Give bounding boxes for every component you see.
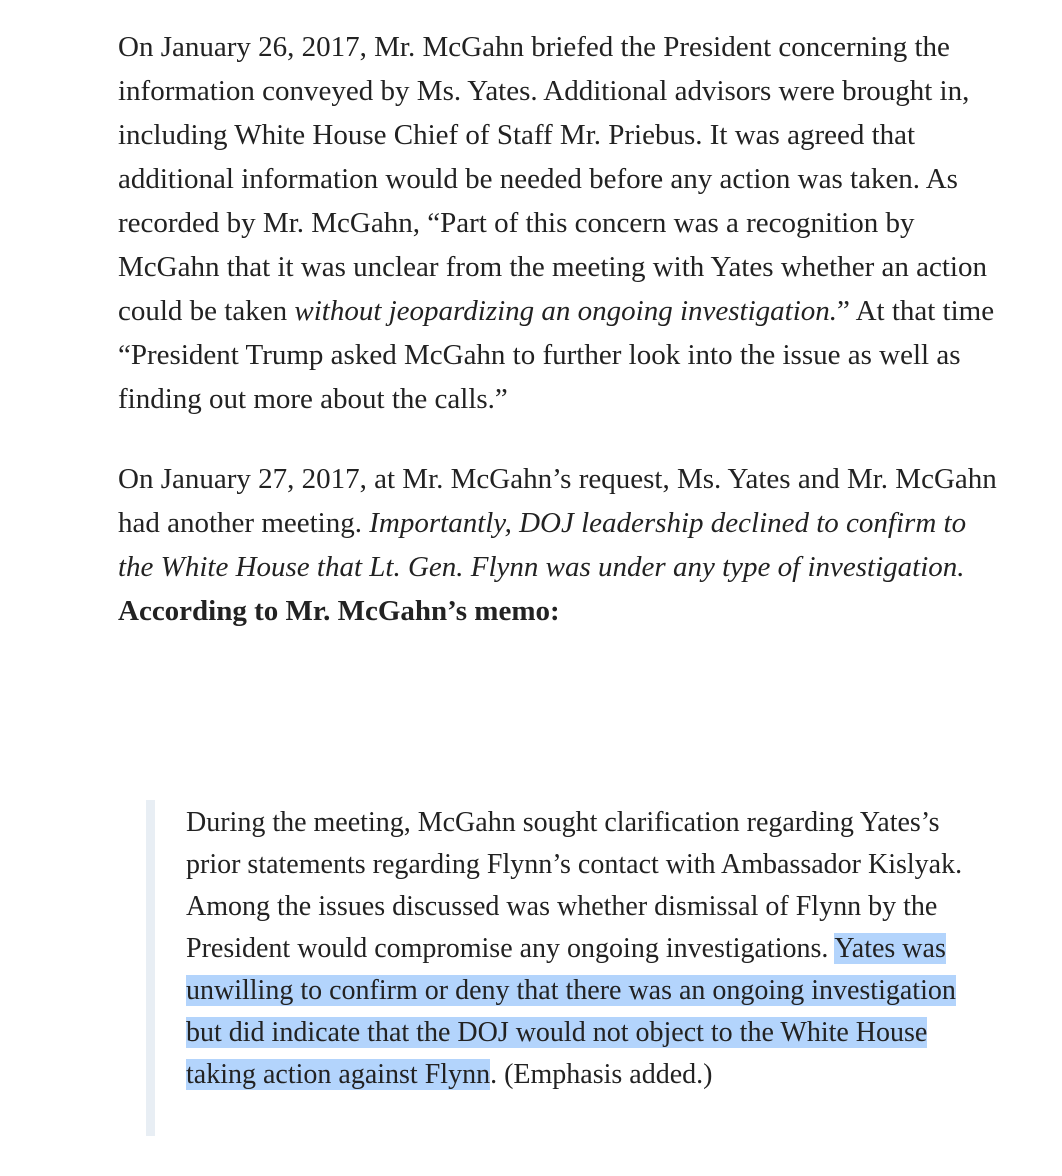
- paragraph-jan-26: [118, 25, 998, 421]
- blockquote-text: [186, 800, 966, 1096]
- italic-emphasis: Importantly, DOJ leadership declined to confirm to the White House that Lt. Gen. Flynn was under any type of investigation.: [118, 507, 967, 583]
- paragraph-jan-27: [118, 457, 998, 633]
- quote-text: . (Emphasis added.): [490, 1059, 713, 1090]
- selected-text-highlight[interactable]: Yates was unwilling to confirm or deny that there was an ongoing investigation but did indicate that the DOJ would not object to the White House taking action against Flynn: [186, 933, 956, 1090]
- memo-blockquote: [146, 800, 966, 1136]
- bold-emphasis: According to Mr. McGahn’s memo:: [118, 595, 560, 627]
- article-body: [118, 25, 998, 633]
- paragraph-text: On January 26, 2017, Mr. McGahn briefed the President concerning the information conveyed by Ms. Yates. Additional advisors were brought in, including White House Chief of Staff Mr. Priebus. It was agreed that additional information would be needed before any action was taken. As recorded by Mr. McGahn, “Part of this concern was a recognition by McGahn that it was unclear from the meeting with Yates whether an action could be taken: [118, 31, 987, 327]
- paragraph-text: ” At that time “President Trump asked McGahn to further look into the issue as well as finding out more about the calls.”: [118, 295, 995, 415]
- italic-emphasis: without jeopardizing an ongoing investigation.: [294, 295, 838, 327]
- paragraph-text: On January 27, 2017, at Mr. McGahn’s request, Ms. Yates and Mr. McGahn had another meeting.: [118, 463, 997, 539]
- quote-text: During the meeting, McGahn sought clarification regarding Yates’s prior statements regarding Flynn’s contact with Ambassador Kislyak. Among the issues discussed was whether dismissal of Flynn by the President would compromise any ongoing investigations.: [186, 807, 963, 964]
